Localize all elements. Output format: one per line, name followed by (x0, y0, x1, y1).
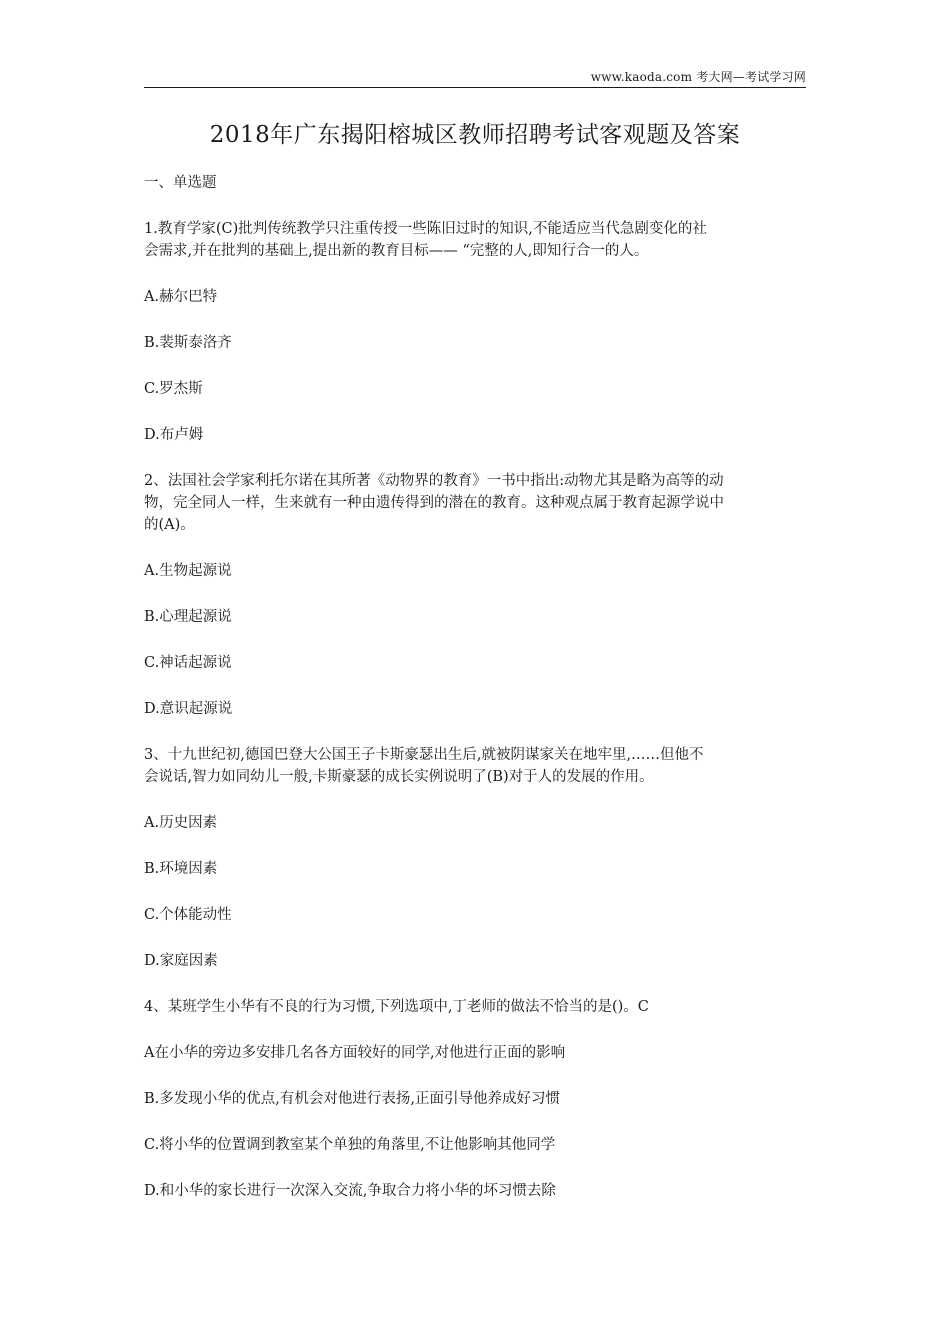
option-a: A.生物起源说 (144, 563, 232, 579)
header-site: www.kaoda.com 考大网—考试学习网 (590, 70, 806, 84)
option-a: A在小华的旁边多安排几名各方面较好的同学,对他进行正面的影响 (144, 1045, 566, 1061)
question-4 (144, 996, 806, 1018)
question-text-line: 2、法国社会学家利托尔诺在其所著《动物界的教育》一书中指出:动物尤其是略为高等的动 (144, 473, 724, 489)
question-text-line: 会需求,并在批判的基础上,提出新的教育目标—— “完整的人,即知行合一的人。 (144, 243, 649, 259)
question-text-line: 会说话,智力如同幼儿一般,卡斯豪瑟的成长实例说明了(B)对于人的发展的作用。 (144, 769, 654, 785)
question-3 (144, 744, 806, 788)
option-d: D.家庭因素 (144, 953, 218, 969)
question-2 (144, 470, 806, 536)
option-d: D.意识起源说 (144, 701, 233, 717)
option-d: D.和小华的家长进行一次深入交流,争取合力将小华的坏习惯去除 (144, 1183, 556, 1199)
question-text-line: 1.教育学家(C)批判传统教学只注重传授一些陈旧过时的知识,不能适应当代急剧变化的社 (144, 221, 707, 237)
option-c: C.将小华的位置调到教室某个单独的角落里,不让他影响其他同学 (144, 1137, 556, 1153)
header-divider (144, 87, 806, 88)
option-c: C.神话起源说 (144, 655, 232, 671)
question-1 (144, 218, 806, 262)
option-c: C.个体能动性 (144, 907, 232, 923)
document-body (144, 172, 806, 1226)
question-text-line: 4、某班学生小华有不良的行为习惯,下列选项中,丁老师的做法不恰当的是()。C (144, 999, 649, 1015)
question-text-line: 物，完全同人一样，生来就有一种由遗传得到的潜在的教育。这种观点属于教育起源学说中 (144, 495, 724, 511)
section-heading: 一、单选题 (144, 175, 217, 191)
option-b: B.心理起源说 (144, 609, 232, 625)
option-b: B.裴斯泰洛齐 (144, 335, 232, 351)
option-d: D.布卢姆 (144, 427, 204, 443)
question-text-line: 的(A)。 (144, 517, 195, 533)
option-a: A.历史因素 (144, 815, 218, 831)
question-text-line: 3、十九世纪初,德国巴登大公国王子卡斯豪瑟出生后,就被阴谋家关在地牢里,……但他不 (144, 747, 704, 763)
option-a: A.赫尔巴特 (144, 289, 218, 305)
option-b: B.多发现小华的优点,有机会对他进行表扬,正面引导他养成好习惯 (144, 1091, 560, 1107)
option-b: B.环境因素 (144, 861, 218, 877)
document-title: 2018年广东揭阳榕城区教师招聘考试客观题及答案 (209, 122, 741, 148)
option-c: C.罗杰斯 (144, 381, 203, 397)
